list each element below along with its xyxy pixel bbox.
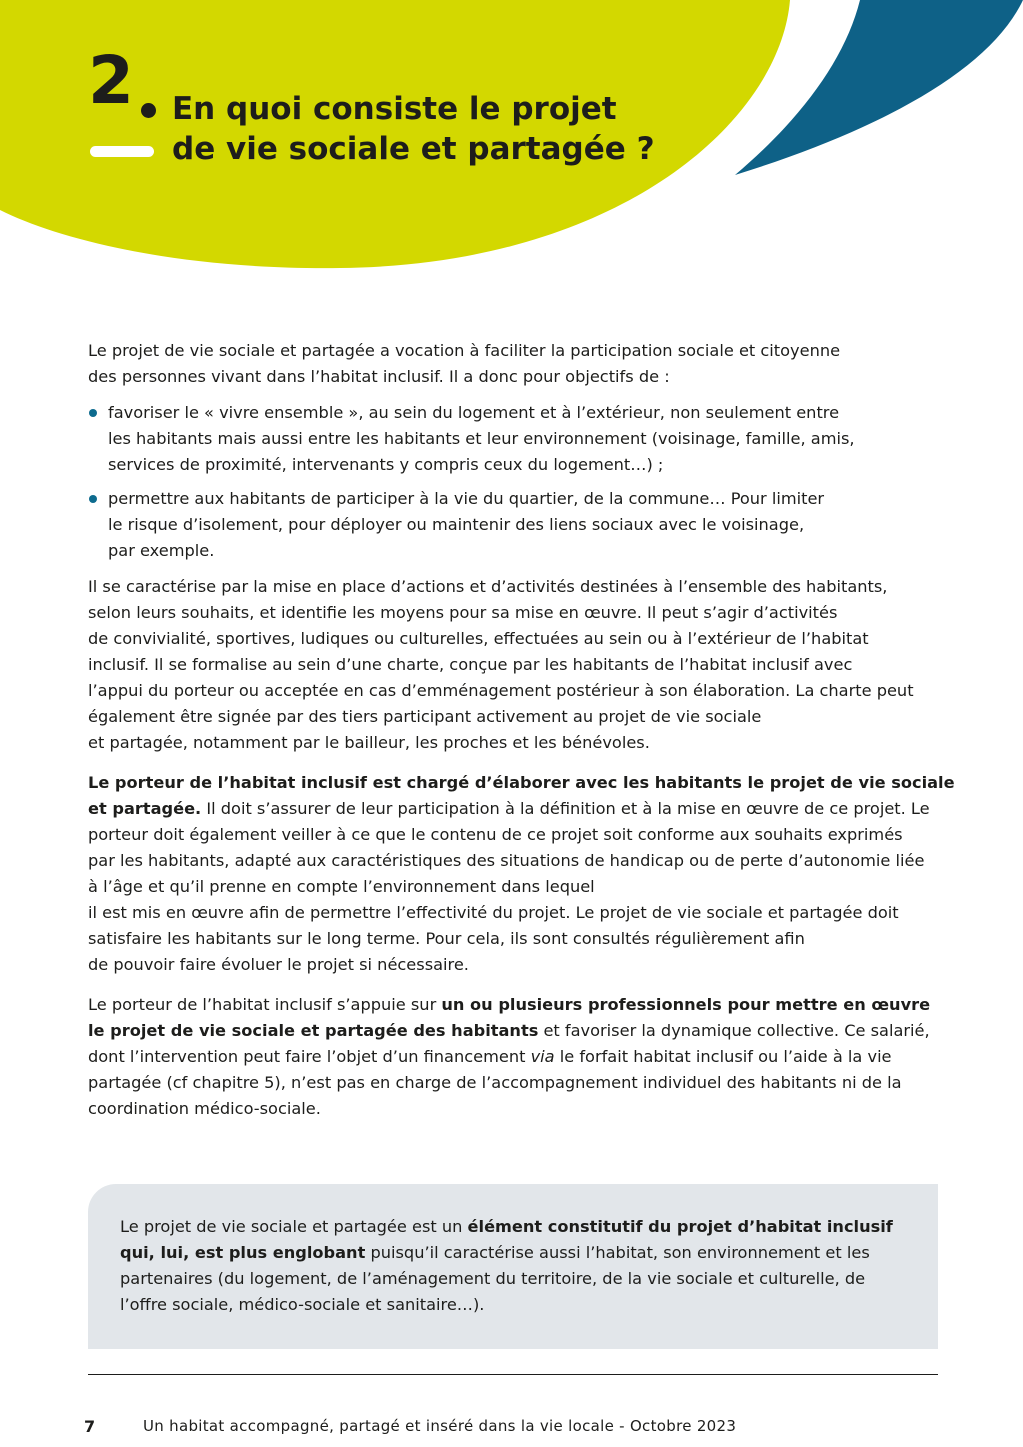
italic-text: via: [530, 1047, 555, 1066]
text-line: [88, 1044, 938, 1070]
bold-text: un ou plusieurs professionnels pour mettre en œuvre: [441, 995, 931, 1014]
text-run: le forfait habitat inclusif ou l’aide à la vie: [554, 1047, 892, 1066]
bold-text: Le porteur de l’habitat inclusif est chargé d’élaborer avec les habitants le projet de vie sociale: [88, 773, 955, 792]
chapter-title-line: de vie sociale et partagée ?: [172, 131, 655, 167]
chapter-underline-dash: [90, 146, 154, 157]
text-line: à l’âge et qu’il prenne en compte l’environnement dans lequel: [88, 877, 595, 896]
text-line: [88, 796, 938, 822]
text-line: par exemple.: [108, 541, 215, 560]
text-run: Il doit s’assurer de leur participation à la définition et à la mise en œuvre de ce projet. Le: [201, 799, 930, 818]
chapter-number-dot: [141, 103, 156, 118]
text-run: et favoriser la dynamique collective. Ce salarié,: [538, 1021, 930, 1040]
text-line: le risque d’isolement, pour déployer ou maintenir des liens sociaux avec le voisinage,: [108, 515, 805, 534]
text-line: Il se caractérise par la mise en place d’actions et d’activités destinées à l’ensemble des habitants,: [88, 577, 888, 596]
text-line: permettre aux habitants de participer à la vie du quartier, de la commune… Pour limiter: [108, 489, 825, 508]
text-line: et partagée, notamment par le bailleur, les proches et les bénévoles.: [88, 733, 650, 752]
bold-text: et partagée.: [88, 799, 202, 818]
page-number: 7: [84, 1417, 96, 1436]
text-line: de pouvoir faire évoluer le projet si nécessaire.: [88, 955, 469, 974]
porteur-paragraph: [88, 770, 955, 978]
text-line: selon leurs souhaits, et identifie les moyens pour sa mise en œuvre. Il peut s’agir d’activités: [88, 603, 838, 622]
chapter-title: [172, 89, 732, 169]
text-line: favoriser le « vivre ensemble », au sein du logement et à l’extérieur, non seulement entre: [108, 403, 840, 422]
bold-text: le projet de vie sociale et partagée des habitants: [88, 1021, 539, 1040]
text-line: porteur doit également veiller à ce que le contenu de ce projet soit conforme aux souhaits exprimés: [88, 825, 903, 844]
main-body: [88, 338, 955, 1132]
text-line: coordination médico-sociale.: [88, 1099, 321, 1118]
text-line: par les habitants, adapté aux caractéristiques des situations de handicap ou de perte d’autonomie liée: [88, 851, 925, 870]
text-line: partagée (cf chapitre 5), n’est pas en charge de l’accompagnement individuel des habitants ni de la: [88, 1073, 902, 1092]
list-item: [88, 486, 938, 564]
text-line: Le projet de vie sociale et partagée a vocation à faciliter la participation sociale et citoyenne: [88, 341, 841, 360]
chapter-title-line: En quoi consiste le projet: [172, 91, 617, 127]
list-item: [88, 400, 938, 478]
text-line: services de proximité, intervenants y compris ceux du logement…) ;: [108, 455, 664, 474]
footer-title: Un habitat accompagné, partagé et inséré dans la vie locale - Octobre 2023: [143, 1417, 737, 1435]
objectives-list: [88, 400, 938, 564]
text-line: [88, 992, 938, 1018]
text-line: de convivialité, sportives, ludiques ou culturelles, effectuées au sein ou à l’extérieur de l’habitat: [88, 629, 869, 648]
text-line: l’appui du porteur ou acceptée en cas d’emménagement postérieur à son élaboration. La charte peut: [88, 681, 914, 700]
bullet-dot-icon: [89, 409, 97, 417]
text-line: [88, 770, 955, 796]
text-run: Le porteur de l’habitat inclusif s’appuie sur: [88, 995, 442, 1014]
text-line: les habitants mais aussi entre les habitants et leur environnement (voisinage, famille, amis,: [108, 429, 855, 448]
intro-paragraph: [88, 338, 938, 390]
bullet-dot-icon: [89, 495, 97, 503]
text-line: inclusif. Il se formalise au sein d’une charte, conçue par les habitants de l’habitat inclusif avec: [88, 655, 853, 674]
text-line: l’offre sociale, médico-sociale et sanitaire…).: [120, 1295, 485, 1314]
text-line: partenaires (du logement, de l’aménagement du territoire, de la vie sociale et culturelle, de: [120, 1269, 866, 1288]
footer-divider: [88, 1374, 938, 1375]
bold-text: élément constitutif du projet d’habitat inclusif: [467, 1217, 893, 1236]
text-line: [120, 1214, 920, 1240]
text-line: il est mis en œuvre afin de permettre l’effectivité du projet. Le projet de vie sociale et partagée doit: [88, 903, 899, 922]
bold-text: qui, lui, est plus englobant: [120, 1243, 366, 1262]
text-run: puisqu’il caractérise aussi l’habitat, son environnement et les: [365, 1243, 870, 1262]
chapter-number: 2: [88, 42, 133, 119]
text-line: [120, 1240, 920, 1266]
text-line: satisfaire les habitants sur le long terme. Pour cela, ils sont consultés régulièrement afin: [88, 929, 805, 948]
text-run: Le projet de vie sociale et partagée est un: [120, 1217, 468, 1236]
callout-text: [120, 1214, 920, 1318]
text-line: des personnes vivant dans l’habitat inclusif. Il a donc pour objectifs de :: [88, 367, 670, 386]
text-line: [88, 1018, 938, 1044]
activities-paragraph: [88, 574, 938, 756]
callout-box: [88, 1184, 938, 1349]
text-run: dont l’intervention peut faire l’objet d’un financement: [88, 1047, 531, 1066]
professionals-paragraph: [88, 992, 938, 1122]
text-line: également être signée par des tiers participant activement au projet de vie sociale: [88, 707, 762, 726]
